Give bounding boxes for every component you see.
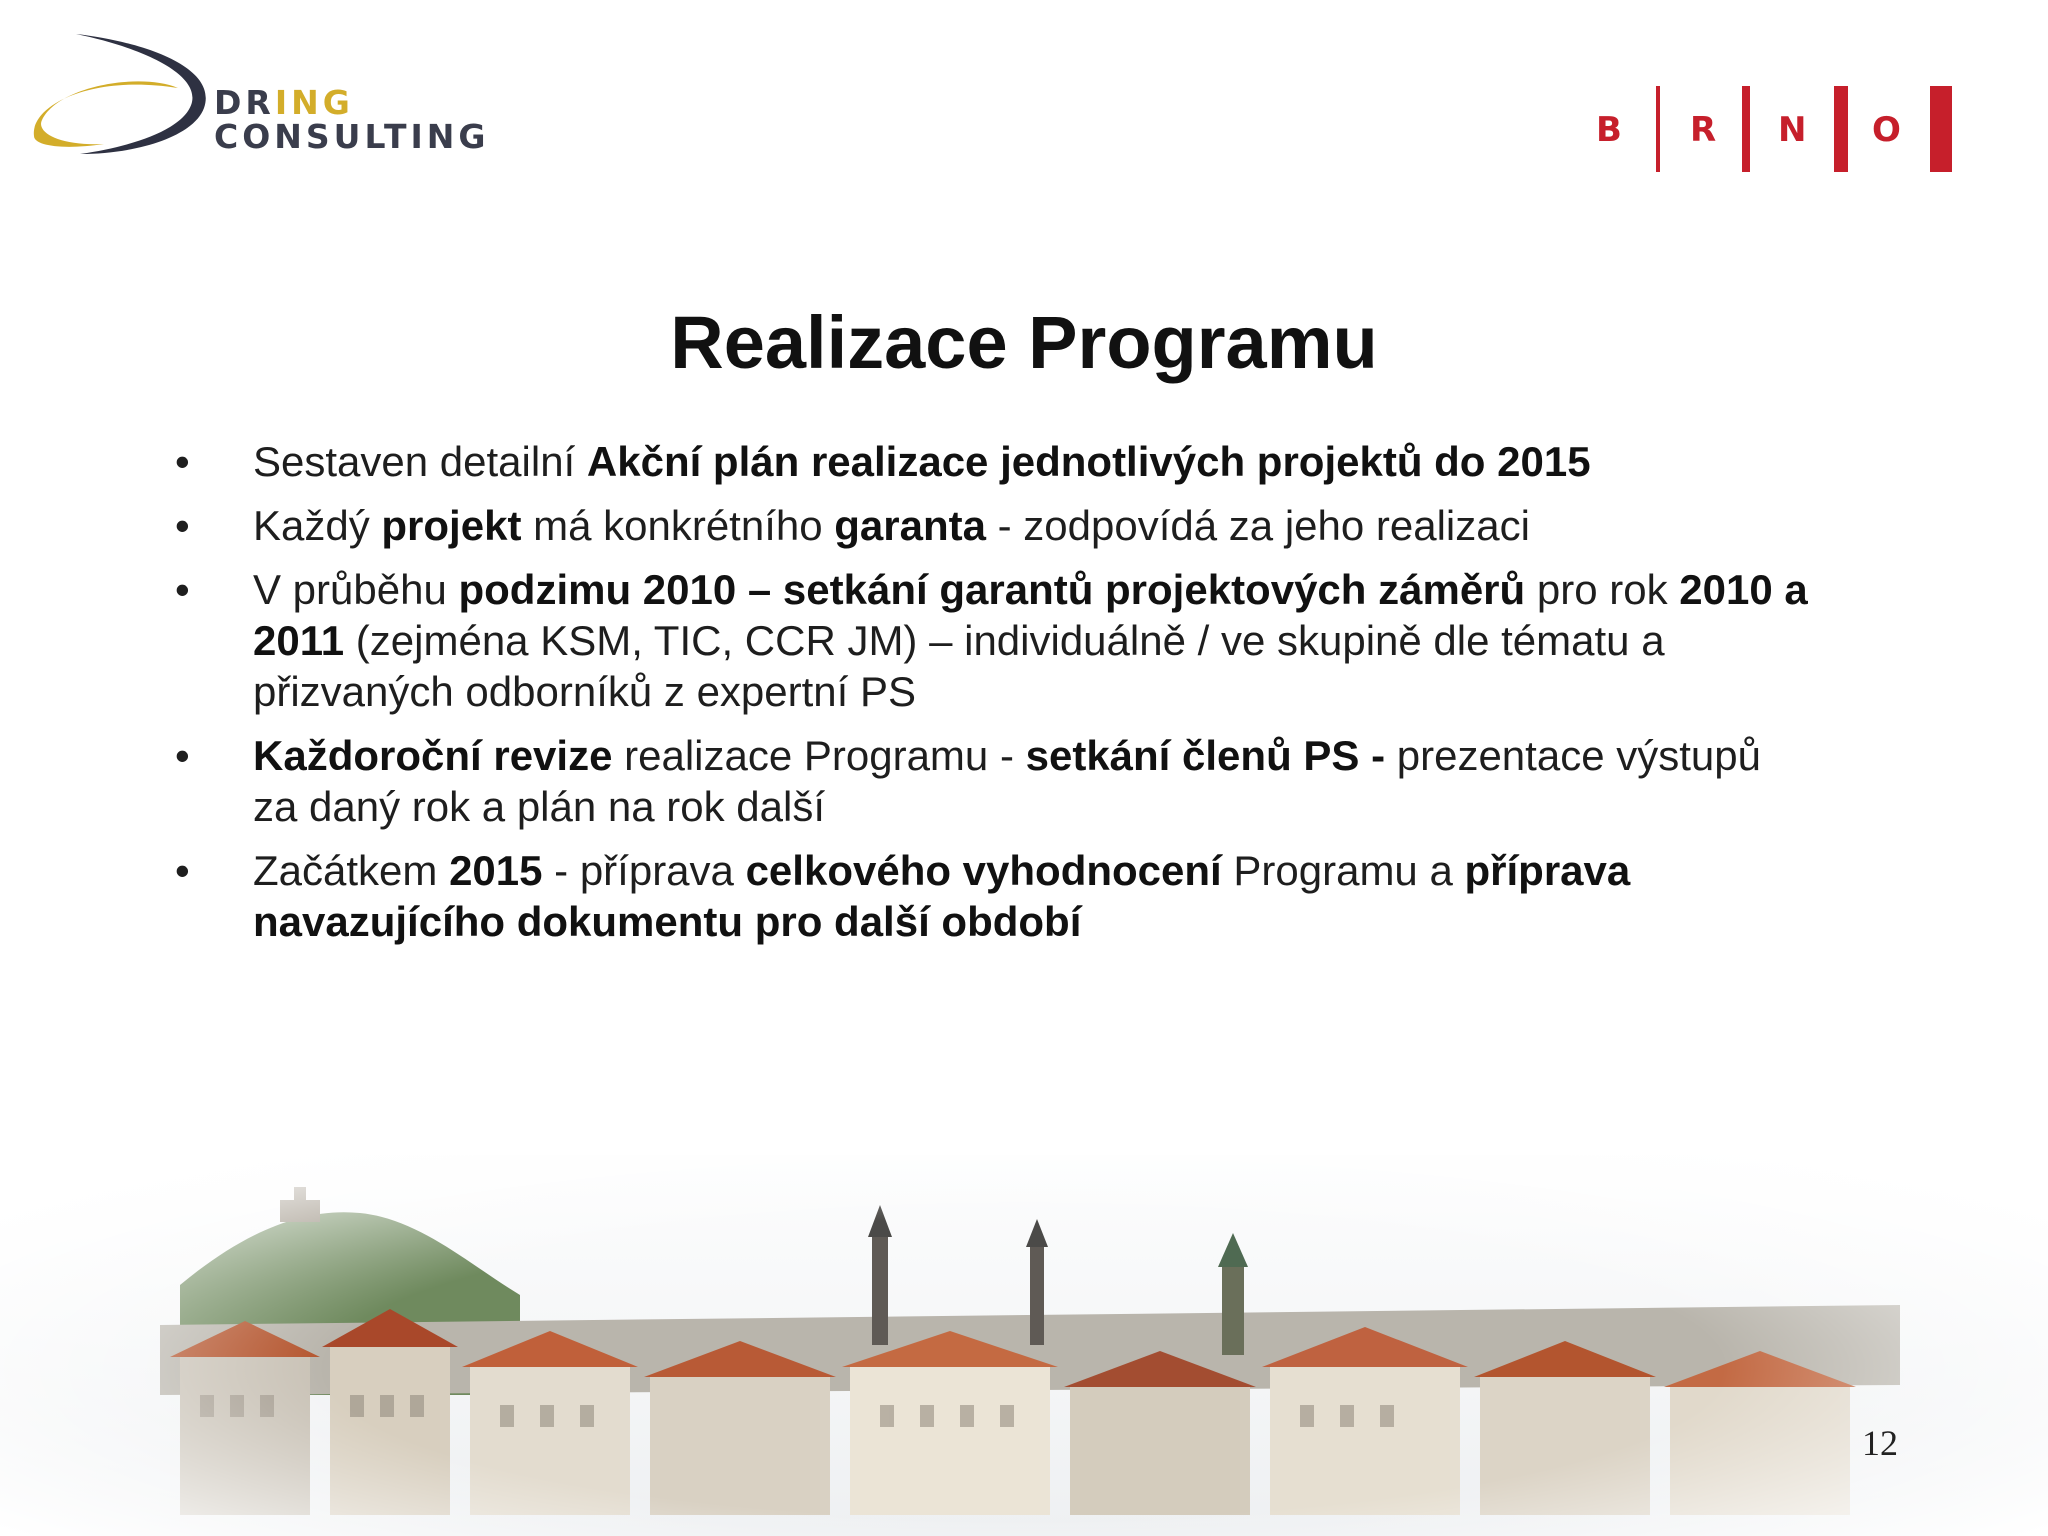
bullet-text: Programu a (1221, 847, 1465, 894)
bullet-text: V průběhu (253, 566, 459, 613)
bullet-text: prezentace výstupů za daný rok a plán na rok další (253, 732, 1761, 830)
bullet-item (175, 436, 1815, 487)
brno-divider-1 (1656, 86, 1660, 172)
page-number: 12 (1862, 1423, 1898, 1463)
brno-divider-3 (1834, 86, 1848, 172)
bullet-text-bold: 2015 (449, 847, 543, 894)
bullet-item (175, 730, 1815, 832)
city-panorama-image (0, 1095, 2048, 1536)
slide-title: Realizace Programu (670, 301, 1378, 384)
bullet-text: pro rok (1525, 566, 1680, 613)
bullet-item (175, 845, 1815, 947)
dring-swoosh-icon (28, 28, 228, 168)
bullet-text: Začátkem (253, 847, 450, 894)
bullet-text-bold: setkání členů PS - (1025, 732, 1386, 779)
brno-divider-2 (1742, 86, 1750, 172)
brno-letter-r: R (1690, 110, 1717, 150)
bullet-text: realizace Programu - (612, 732, 1026, 779)
brno-divider-4 (1930, 86, 1952, 172)
bullet-text-bold: garanta (834, 502, 986, 549)
bullet-text: Sestaven detailní (253, 438, 587, 485)
bullet-list (175, 436, 1815, 960)
bullet-item (175, 500, 1815, 551)
bullet-text: má konkrétního (521, 502, 835, 549)
bullet-text: - příprava (542, 847, 746, 894)
bullet-text-bold: 2010 a 2011 (253, 566, 1808, 664)
bullet-text-bold: celkového vyhodnocení (745, 847, 1222, 894)
bullet-text-bold: Akční plán realizace jednotlivých projektů do 2015 (586, 438, 1591, 485)
bullet-text: Každý (253, 502, 382, 549)
bullet-dot-icon: • (175, 847, 190, 894)
dring-line-1: DRING (214, 83, 354, 122)
bullet-text-bold: podzimu 2010 – setkání garantů projektových záměrů (458, 566, 1526, 613)
bullet-text: (zejména KSM, TIC, CCR JM) – individuálně / ve skupině dle tématu a přizvaných odborníků z expertní PS (253, 617, 1665, 715)
bullet-text: - zodpovídá za jeho realizaci (985, 502, 1530, 549)
bullet-text-bold: příprava navazujícího dokumentu pro další období (253, 847, 1631, 945)
dring-consulting-logo (28, 28, 608, 168)
brno-letter-n: N (1778, 110, 1807, 150)
brno-logo (1594, 84, 1974, 174)
bullet-dot-icon: • (175, 502, 190, 549)
bullet-item (175, 564, 1815, 717)
dring-line-2: CONSULTING (214, 117, 490, 156)
brno-letter-o: O (1872, 110, 1901, 150)
bullet-dot-icon: • (175, 438, 190, 485)
bullet-text-bold: projekt (381, 502, 522, 549)
bullet-dot-icon: • (175, 566, 190, 613)
bullet-text-bold: Každoroční revize (253, 732, 613, 779)
bullet-dot-icon: • (175, 732, 190, 779)
brno-letter-b: B (1596, 110, 1622, 150)
